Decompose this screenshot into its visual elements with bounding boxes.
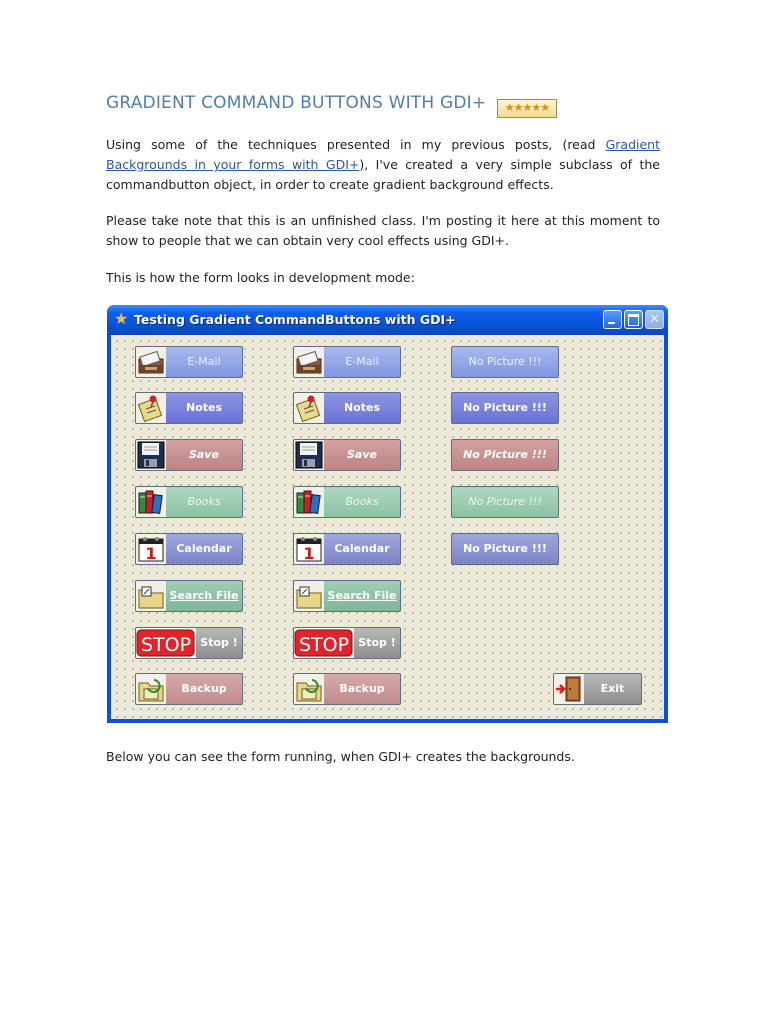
button-label: E-Mail [187, 355, 221, 368]
email-button-1[interactable] [135, 346, 243, 378]
button-label: No Picture !!! [468, 495, 542, 508]
floppy-disk-icon [136, 440, 166, 470]
note-paragraph: Please take note that this is an unfinished class. I'm posting it here at this moment to show to people that we can obtain very cool effects using GDI+. [106, 213, 660, 248]
button-label: No Picture !!! [463, 542, 547, 555]
email-button-2[interactable] [293, 346, 401, 378]
article-title [106, 93, 557, 118]
button-label: E-Mail [345, 355, 379, 368]
folder-search-icon [136, 581, 166, 611]
calendar-button-1[interactable] [135, 533, 243, 565]
books-icon [136, 487, 166, 517]
button-label: Search File [169, 589, 239, 602]
button-label: Stop ! [358, 636, 396, 649]
button-label: No Picture !!! [463, 448, 547, 461]
button-label: Save [189, 448, 219, 461]
close-button[interactable] [645, 310, 664, 329]
window-title: Testing Gradient CommandButtons with GDI+ [134, 312, 456, 327]
button-label: Calendar [334, 542, 390, 555]
button-label: Search File [327, 589, 397, 602]
maximize-button[interactable] [624, 310, 643, 329]
notepad-pin-icon [294, 393, 324, 423]
window-titlebar[interactable] [107, 305, 668, 335]
save-button-1[interactable] [135, 439, 243, 471]
calendar-icon [136, 534, 166, 564]
stop-button-2[interactable] [293, 627, 401, 659]
stop-sign-icon [136, 628, 196, 658]
books-button-2[interactable] [293, 486, 401, 518]
notepad-pin-icon [136, 393, 166, 423]
backup-button-2[interactable] [293, 673, 401, 705]
backup-button-1[interactable] [135, 673, 243, 705]
save-button-2[interactable] [293, 439, 401, 471]
five-stars-rating-icon: ★★★★★ [497, 99, 557, 118]
calendar-day-text: 1 [145, 544, 157, 563]
stop-sign-text: STOP [140, 634, 192, 656]
notes-button-2[interactable] [293, 392, 401, 424]
backup-folder-icon [136, 674, 166, 704]
button-label: Stop ! [200, 636, 238, 649]
mail-tray-icon [136, 347, 166, 377]
button-label: Notes [185, 401, 223, 414]
calendar-icon [294, 534, 324, 564]
button-label: Save [347, 448, 377, 461]
button-label: Calendar [176, 542, 232, 555]
gradient-backgrounds-link[interactable]: Gradient Backgrounds in your forms with GDI+ [106, 137, 660, 172]
floppy-disk-icon [294, 440, 324, 470]
button-label: Backup [181, 682, 227, 695]
intro-text-start: Using some of the techniques presented in my previous posts, (read [106, 137, 606, 152]
button-label: No Picture !!! [468, 355, 542, 368]
intro-paragraph [106, 135, 660, 195]
minimize-button[interactable] [603, 310, 622, 329]
calendar-button-2[interactable] [293, 533, 401, 565]
button-label: No Picture !!! [463, 401, 547, 414]
stop-button-1[interactable] [135, 627, 243, 659]
backup-folder-icon [294, 674, 324, 704]
no-picture-button-5[interactable] [451, 533, 559, 565]
exit-button[interactable] [553, 673, 642, 705]
stop-sign-icon [294, 628, 354, 658]
mail-tray-icon [294, 347, 324, 377]
no-picture-button-2[interactable] [451, 392, 559, 424]
dev-mode-paragraph: This is how the form looks in development mode: [106, 270, 415, 285]
intro-text-end: ), I've created a very simple subclass of the commandbutton object, in order to create gradient background effects. [106, 157, 661, 192]
form-window [107, 305, 668, 723]
button-label: Books [187, 495, 221, 508]
calendar-day-text: 1 [303, 544, 315, 563]
close-icon: ✕ [649, 312, 660, 327]
form-client-area [111, 335, 664, 719]
books-button-1[interactable] [135, 486, 243, 518]
button-label: Backup [339, 682, 385, 695]
no-picture-button-4[interactable] [451, 486, 559, 518]
no-picture-button-3[interactable] [451, 439, 559, 471]
article-title-text: GRADIENT COMMAND BUTTONS WITH GDI+ [106, 93, 487, 113]
stop-sign-text: STOP [298, 634, 350, 656]
app-star-icon: ★ [114, 309, 129, 328]
notes-button-1[interactable] [135, 392, 243, 424]
no-picture-button-1[interactable] [451, 346, 559, 378]
button-label: Notes [343, 401, 381, 414]
exit-door-icon [554, 674, 584, 704]
button-label: Exit [600, 682, 625, 695]
button-label: Books [345, 495, 379, 508]
running-paragraph: Below you can see the form running, when GDI+ creates the backgrounds. [106, 749, 575, 764]
folder-search-icon [294, 581, 324, 611]
search-file-button-2[interactable] [293, 580, 401, 612]
books-icon [294, 487, 324, 517]
search-file-button-1[interactable] [135, 580, 243, 612]
